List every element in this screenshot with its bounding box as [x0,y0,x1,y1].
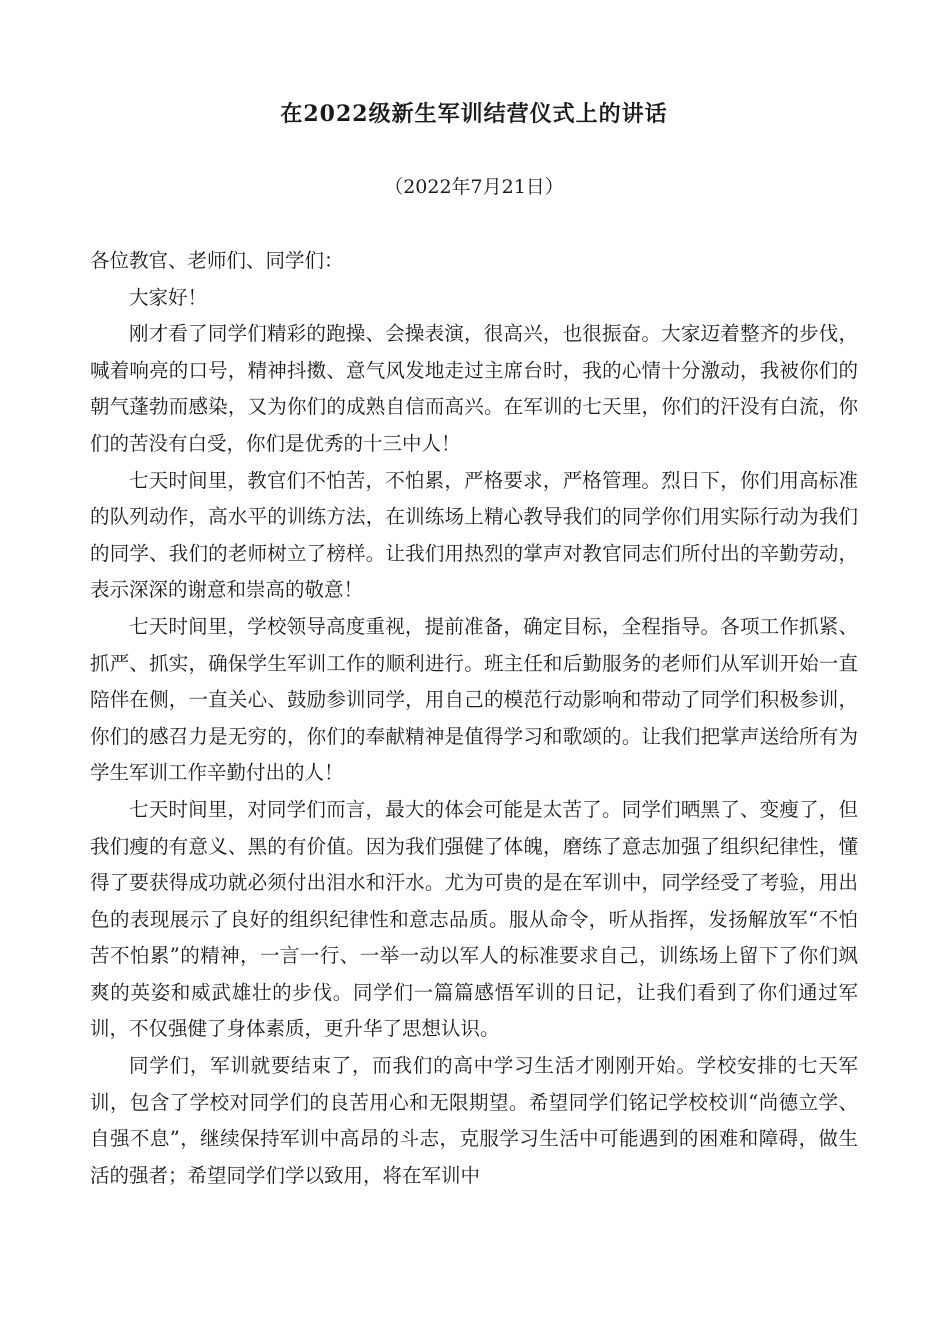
salutation: 各位教官、老师们、同学们： [90,249,344,272]
paragraph: 七天时间里，教官们不怕苦，不怕累，严格要求，严格管理。烈日下，你们用高标准的队列动作，高水平的训练方法，在训练场上精心教导我们的同学你们用实际行动为我们的同学、我们的老师树立了榜样。让我们用热烈的掌声对教官同志们所付出的辛勤劳动，表示深深的谢意和崇高的敬意！ [90,468,858,602]
document-date: （2022年7月21日） [384,176,564,198]
paragraph: 七天时间里，对同学们而言，最大的体会可能是太苦了。同学们晒黑了、变瘦了，但我们瘦的有意义、黑的有价值。因为我们强健了体魄，磨练了意志加强了组织纪律性，懂得了要获得成功就必须付出泪水和汗水。尤为可贵的是在军训中，同学经受了考验，用出色的表现展示了良好的组织纪律性和意志品质。服从命令，听从指挥，发扬解放军“不怕苦不怕累”的精神，一言一行、一举一动以军人的标准要求自己，训练场上留下了你们飒爽的英姿和威武雄壮的步伐。同学们一篇篇感悟军训的日记，让我们看到了你们通过军训，不仅强健了身体素质，更升华了思想认识。 [90,797,858,1041]
paragraph: 刚才看了同学们精彩的跑操、会操表演，很高兴，也很振奋。大家迈着整齐的步伐，喊着响亮的口号，精神抖擞、意气风发地走过主席台时，我的心情十分激动，我被你们的朝气蓬勃而感染，又为你们的成熟自信而高兴。在军训的七天里，你们的汗没有白流，你们的苦没有白受，你们是优秀的十三中人！ [90,322,858,455]
paragraph: 七天时间里，学校领导高度重视，提前准备，确定目标，全程指导。各项工作抓紧、抓严、抓实，确保学生军训工作的顺利进行。班主任和后勤服务的老师们从军训开始一直陪伴在侧，一直关心、鼓励参训同学，用自己的模范行动影响和带动了同学们积极参训，你们的感召力是无穷的，你们的奉献精神是值得学习和歌颂的。让我们把掌声送给所有为学生军训工作辛勤付出的人！ [90,614,858,785]
paragraph: 同学们，军训就要结束了，而我们的高中学习生活才刚刚开始。学校安排的七天军训，包含了学校对同学们的良苦用心和无限期望。希望同学们铭记学校校训“尚德立学、自强不息”，继续保持军训中高昂的斗志，克服学习生活中可能遇到的困难和障碍，做生活的强者；希望同学们学以致用，将在军训中 [90,1054,858,1187]
document-body [90,243,858,1194]
document-title: 在2022级新生军训结营仪式上的讲话 [280,101,668,127]
greeting: 大家好！ [129,285,208,309]
